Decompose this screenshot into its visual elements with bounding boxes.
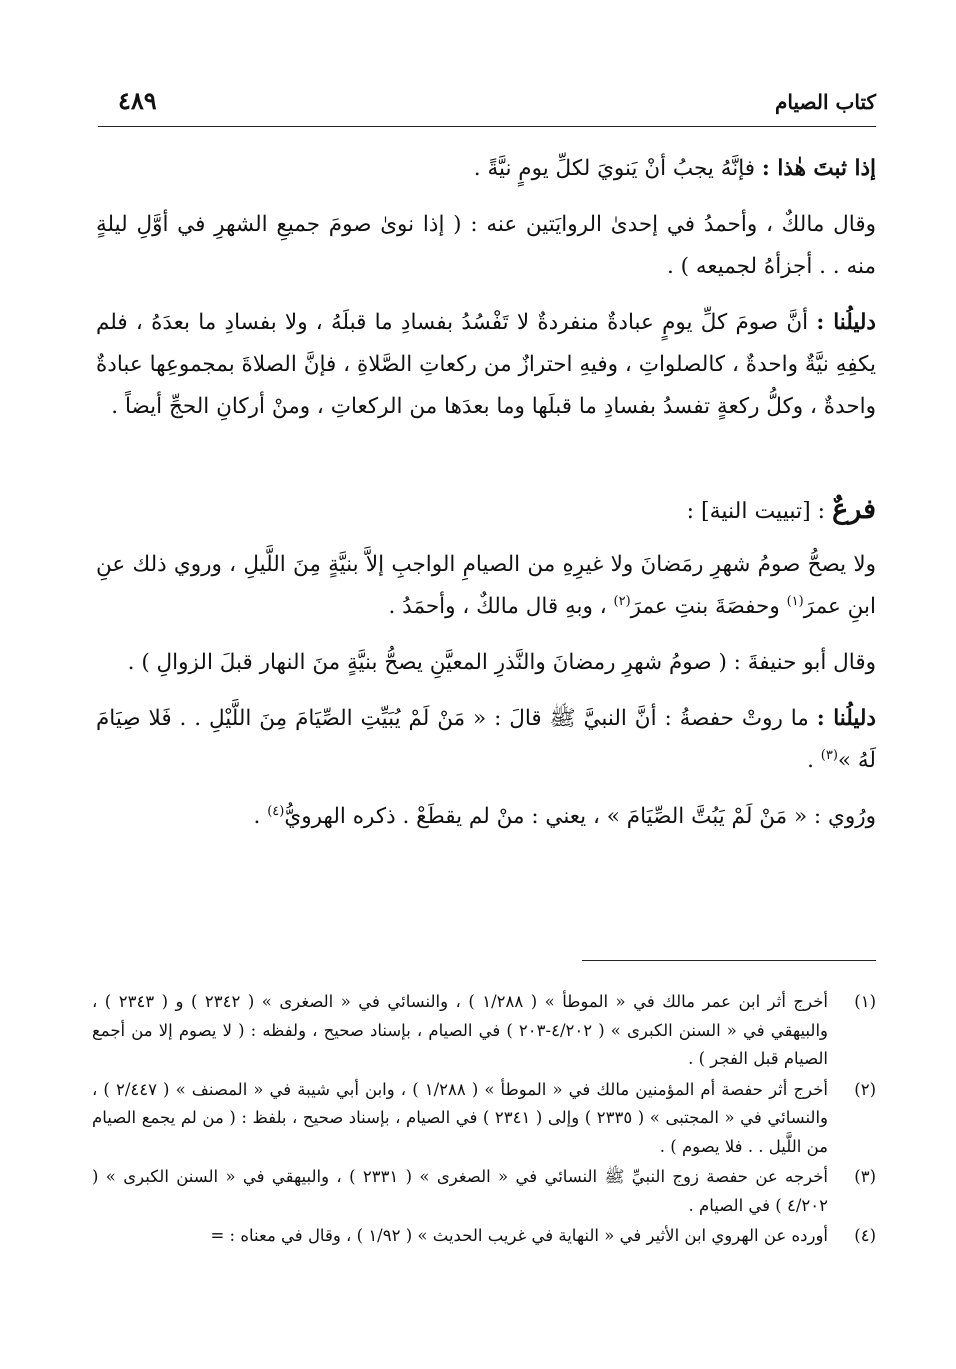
footnote-number: (١) [854,992,876,1011]
paragraph-lead: دليلُنا : [816,706,876,731]
footnote-1 [92,988,876,1074]
paragraph-text: وقال مالكٌ ، وأحمدُ في إحدىٰ الروايَتين عنه : ( إذا نوىٰ صومَ جميعِ الشهرِ في أوَّلِ ليلةٍ منه . . أجزأهُ لجميعه ) . [96,212,876,279]
paragraph-text: فإنَّهُ يجبُ أنْ يَنويَ لكلِّ يومٍ نيَّةً . [473,156,762,181]
paragraph-4 [96,544,876,628]
footnote-text: أخرجه عن حفصة زوج النبيِّ ﷺ النسائي في « الصغرى » ( ٢٣٣١ ) ، والبيهقي في « السنن الكبرى » ( ٤/٢٠٢ ) في الصيام . [92,1167,828,1215]
footnote-3 [92,1163,876,1220]
paragraph-2 [96,204,876,288]
paragraph-text: . [253,804,268,829]
paragraph-1 [96,148,876,190]
paragraph-text: وحفصَةَ بنتِ عمرَ [630,594,787,619]
paragraph-text: ولا يصحُّ صومُ شهرِ رمَضانَ ولا غيرِهِ من الصيامِ الواجبِ إلاَّ بنيَّةٍ مِنَ اللَّيلِ ، وروي ذلك عنِ ابنِ عمرَ [96,552,876,619]
footnotes [92,988,876,1253]
section-title: : [تبييت النية] : [686,499,833,524]
footnote-2 [92,1076,876,1162]
paragraph-text: وقال أبو حنيفةَ : ( صومُ شهرِ رمضانَ والنَّذرِ المعيَّنِ يصحُّ بنيَّةٍ منَ النهار قبلَ الزوالِ ) . [127,650,876,675]
footnote-number: (٢) [854,1079,876,1099]
footnote-text: أخرج أثر حفصة أم المؤمنين مالك في « الموطأ » ( ١/٢٨٨ ) ، وابن أبي شيبة في « المصنف » ( ٢/٤٤٧ ) ، والنسائي في « المجتبى » ( ٢٣٣٥ ) وإلى ( ٢٣٤١ ) في الصيام ، بإسناد صحيح ، بلفظ : ( من لم يجمع الصيام من اللَّيل . . فلا يصوم ) . [92,1079,829,1156]
footnote-divider [582,960,876,961]
section-heading [96,490,876,532]
footnote-number: (٣) [854,1167,876,1186]
footnote-text: أورده عن الهروي ابن الأثير في « النهاية في غريب الحديث » ( ١/٩٢ ) ، وقال في معناه : = [210,1226,828,1245]
footnote-ref-3[interactable]: (٣) [820,747,838,763]
footnote-4 [92,1222,876,1251]
footnote-number: (٤) [854,1226,876,1245]
paragraph-6 [96,698,876,782]
footnote-ref-2[interactable]: (٢) [613,593,631,609]
paragraph-text: ورُوي : « مَنْ لَمْ يَبُتَّ الصِّيَامَ » ، يعني : منْ لم يقطَعْ . ذكره الهرويُّ [284,804,876,829]
book-title: كتاب الصيام [775,90,876,114]
paragraph-text: ، وبهِ قال مالكٌ ، وأحمَدُ . [388,594,614,619]
paragraph-7 [96,796,876,838]
paragraph-text: . [807,748,821,773]
paragraph-3 [96,302,876,428]
paragraph-text: أنَّ صومَ كلِّ يومٍ عبادةٌ منفردةٌ لا تَفْسُدُ بفسادِ ما قبلَهُ ، ولا بفسادِ ما بعدَهُ ، فلم يكفِهِ نيَّةٌ واحدةٌ ، كالصلواتِ ، وفيهِ احترازٌ من ركعاتِ الصَّلاةِ ، فإنَّ الصلاةَ بمجموعِها عبادةٌ واحدةٌ ، وكلُّ ركعةٍ تفسدُ بفسادِ ما قبلَها وما بعدَها من الركعاتِ ، ومنْ أركانِ الحجِّ أيضاً . [96,310,876,419]
paragraph-lead: إذا ثبتَ هٰذا : [761,156,876,181]
paragraph-lead: دليلُنا : [816,310,876,335]
page-number: ٤٨٩ [118,86,157,115]
footnote-text: أخرج أثر ابن عمر مالك في « الموطأ » ( ١/٢٨٨ ) ، والنسائي في « الصغرى » ( ٢٣٤٢ ) و ( ٢٣٤٣ ) ، والبيهقي في « السنن الكبرى » ( ٤/٢٠٢-٢٠٣ ) في الصيام ، بإسناد صحيح ، ولفظه : ( لا يصوم إلا من أجمع الصيام قبل الفجر ) . [92,992,828,1068]
running-header [98,84,876,127]
paragraph-text: ما روتْ حفصةُ : أنَّ النبيَّ ﷺ قالَ : « مَنْ لَمْ يُبَيِّتِ الصِّيَامَ مِنَ اللَّيْلِ . . فَلا صِيَامَ لَهُ » [96,706,876,773]
footnote-ref-1[interactable]: (١) [786,593,804,609]
section-lead: فرعٌ [832,494,876,525]
footnote-ref-4[interactable]: (٤) [267,803,285,819]
main-text [96,148,876,852]
paragraph-5 [96,642,876,684]
